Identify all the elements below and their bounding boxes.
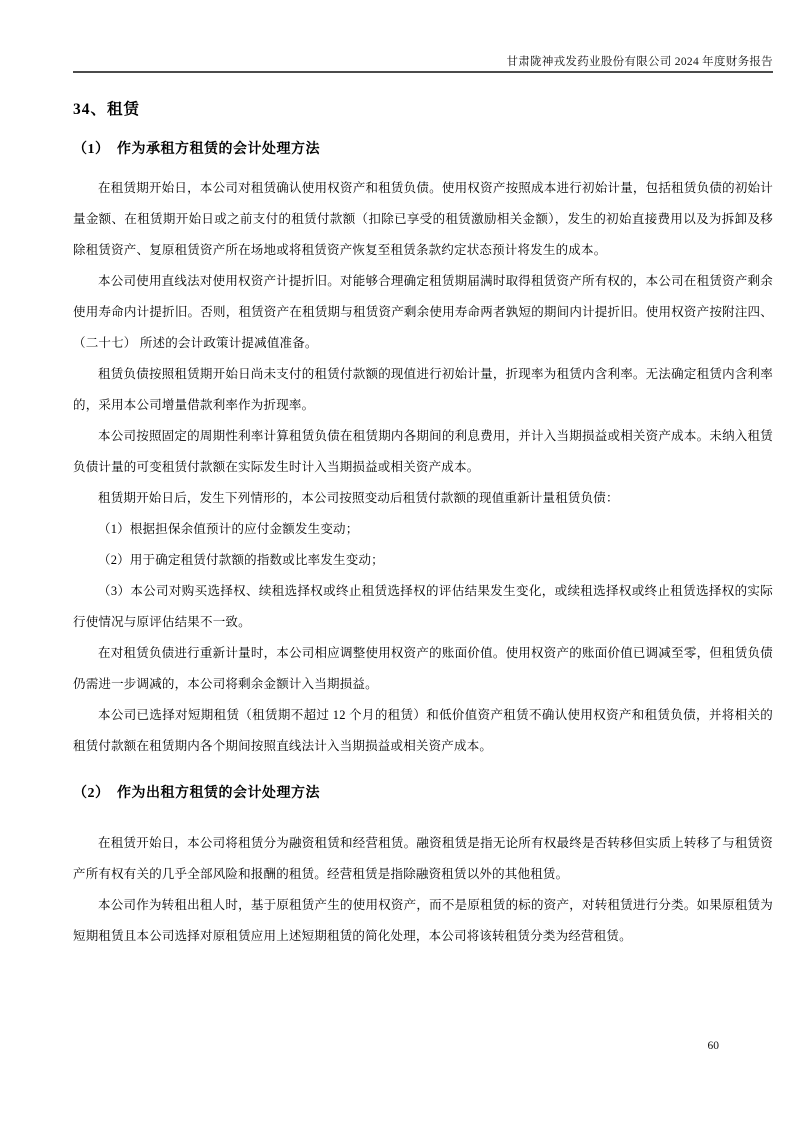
paragraph: 本公司作为转租出租人时，基于原租赁产生的使用权资产，而不是原租赁的标的资产，对转租赁进行分类。如果原租赁为短期租赁且本公司选择对原租赁应用上述短期租赁的简化处理，本公司将该转租赁分类为经营租赁。 <box>73 898 773 943</box>
paragraph: 在租赁开始日，本公司将租赁分为融资租赁和经营租赁。融资租赁是指无论所有权最终是否转移但实质上转移了与租赁资产所有权有关的几乎全部风险和报酬的租赁。经营租赁是指除融资租赁以外的其他租赁。 <box>73 836 773 881</box>
paragraph: 租赁负债按照租赁期开始日尚未支付的租赁付款额的现值进行初始计量，折现率为租赁内含利率。无法确定租赁内含利率的，采用本公司增量借款利率作为折现率。 <box>73 367 773 412</box>
paragraph: 本公司使用直线法对使用权资产计提折旧。对能够合理确定租赁期届满时取得租赁资产所有权的，本公司在租赁资产剩余使用寿命内计提折旧。否则，租赁资产在租赁期与租赁资产剩余使用寿命两者孰短的期间内计提折旧。使用权资产按附注四、（二十七） 所述的会计政策计提减值准备。 <box>73 274 773 350</box>
subsection-1-body <box>73 173 773 762</box>
section-title: 34、租赁 <box>73 101 141 118</box>
page-header <box>73 0 773 73</box>
paragraph: 在租赁期开始日，本公司对租赁确认使用权资产和租赁负债。使用权资产按照成本进行初始计量，包括租赁负债的初始计量金额、在租赁期开始日或之前支付的租赁付款额（扣除已享受的租赁激励相关金额），发生的初始直接费用以及为拆卸及移除租赁资产、复原租赁资产所在场地或将租赁资产恢复至租赁条款约定状态预计将发生的成本。 <box>73 181 773 257</box>
paragraph: 本公司按照固定的周期性利率计算租赁负债在租赁期内各期间的利息费用，并计入当期损益或相关资产成本。未纳入租赁负债计量的可变租赁付款额在实际发生时计入当期损益或相关资产成本。 <box>73 429 773 474</box>
subsection-2-heading: （2） 作为出租方租赁的会计处理方法 <box>73 786 320 801</box>
subsection-2-body <box>73 828 773 952</box>
paragraph: 租赁期开始日后，发生下列情形的，本公司按照变动后租赁付款额的现值重新计量租赁负债： <box>98 491 619 505</box>
report-header-title: 甘肃陇神戎发药业股份有限公司 2024 年度财务报告 <box>506 56 773 68</box>
page-number: 60 <box>707 1040 719 1052</box>
list-item: （3）本公司对购买选择权、续租选择权或终止租赁选择权的评估结果发生变化，或续租选择权或终止租赁选择权的实际行使情况与原评估结果不一致。 <box>73 584 773 629</box>
subsection-1-heading: （1） 作为承租方租赁的会计处理方法 <box>73 142 320 157</box>
paragraph: 在对租赁负债进行重新计量时，本公司相应调整使用权资产的账面价值。使用权资产的账面价值已调减至零，但租赁负债仍需进一步调减的，本公司将剩余金额计入当期损益。 <box>73 646 773 691</box>
paragraph: 本公司已选择对短期租赁（租赁期不超过 12 个月的租赁）和低价值资产租赁不确认使用权资产和租赁负债，并将相关的租赁付款额在租赁期内各个期间按照直线法计入当期损益或相关资产成本。 <box>73 708 773 753</box>
list-item: （1）根据担保余值预计的应付金额发生变动； <box>98 522 359 536</box>
list-item: （2）用于确定租赁付款额的指数或比率发生变动； <box>98 553 384 567</box>
